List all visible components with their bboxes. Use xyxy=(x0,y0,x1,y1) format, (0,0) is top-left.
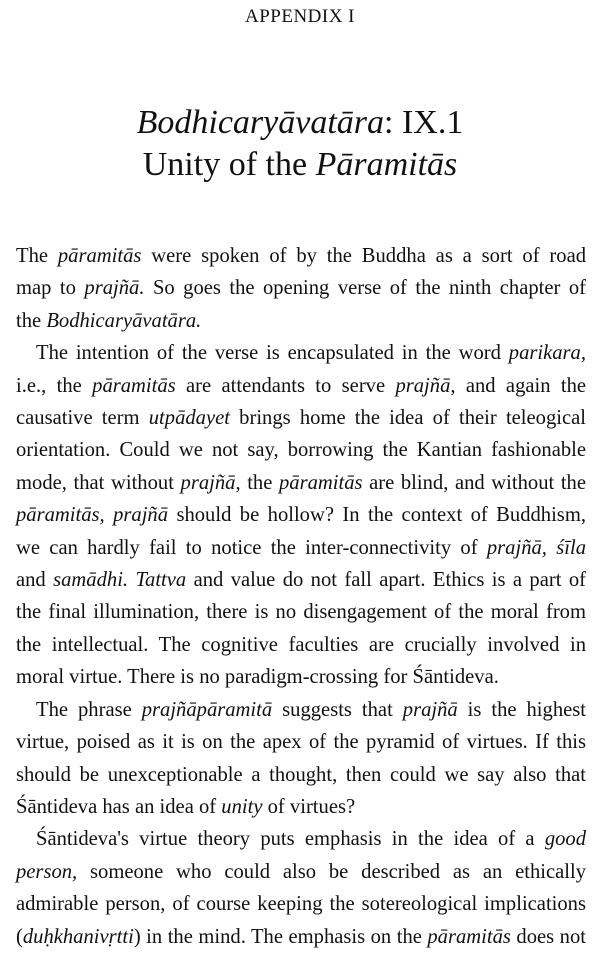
text-run: and xyxy=(16,569,54,592)
text-run: the final illumination, there is no disengagement of the moral from xyxy=(16,601,586,624)
italic-term: pāramitās xyxy=(92,374,176,397)
italic-term: pāramitās, prajñā xyxy=(16,504,169,527)
text-run: is the highest xyxy=(457,698,586,721)
text-line xyxy=(16,467,586,499)
text-run: virtue, poised as it is on the apex of the pyramid of virtues. If this xyxy=(16,731,586,754)
italic-term: pāramitās xyxy=(57,245,142,267)
text-line xyxy=(16,305,586,337)
text-line xyxy=(16,499,586,531)
italic-term: pāramitās xyxy=(427,925,511,948)
italic-term: good xyxy=(544,828,586,851)
subtitle-plain: Unity of the xyxy=(142,146,316,183)
italic-term: utpādayet xyxy=(148,407,230,430)
italic-term: parikara, xyxy=(508,342,586,365)
italic-term: prajñā. xyxy=(84,277,145,300)
text-run: moral virtue. There is no paradigm-crossing for Śāntideva. xyxy=(16,666,499,689)
text-run: Śāntideva's virtue theory puts emphasis in the idea of a xyxy=(36,828,545,851)
text-run: and again the xyxy=(455,374,587,397)
text-line xyxy=(16,337,586,369)
text-run: ) in the mind. The emphasis on the xyxy=(133,925,428,948)
text-line xyxy=(16,564,586,596)
text-line xyxy=(16,791,586,823)
text-run: ( xyxy=(16,925,23,948)
text-run: are attendants to serve xyxy=(175,374,396,397)
text-run: of virtues? xyxy=(262,795,356,818)
italic-term: unity xyxy=(221,795,263,818)
running-head: APPENDIX I xyxy=(244,6,356,27)
italic-term: samādhi. Tattva xyxy=(53,569,187,592)
text-run: Śāntideva has an idea of xyxy=(16,795,222,818)
text-run: should be hollow? In the context of Buddhism, xyxy=(168,504,586,527)
verse-reference: : IX.1 xyxy=(384,104,464,141)
text-run: and value do not fall apart. Ethics is a part of xyxy=(186,569,586,592)
text-line xyxy=(16,629,586,661)
text-line xyxy=(16,240,586,272)
italic-term: Bodhicaryāvatāra. xyxy=(46,309,202,332)
italic-term: prajñā, śīla xyxy=(486,536,586,559)
text-run: admirable person, of course keeping the sotereological implications xyxy=(16,893,586,916)
paragraph-4 xyxy=(16,823,586,953)
italic-term: person, xyxy=(16,860,78,883)
text-run: the xyxy=(240,471,279,494)
text-line xyxy=(16,726,586,758)
text-line xyxy=(16,856,586,888)
text-run: The xyxy=(16,245,58,267)
text-line xyxy=(16,921,586,953)
text-run: the intellectual. The cognitive faculties are crucially involved in xyxy=(16,633,586,656)
text-line xyxy=(16,694,586,726)
text-run: someone who could also be described as an ethically xyxy=(77,860,586,883)
text-line xyxy=(16,888,586,920)
text-run: brings home the idea of their teleogical xyxy=(229,407,586,430)
text-run: mode, that without xyxy=(16,471,181,494)
text-line xyxy=(16,402,586,434)
text-line xyxy=(16,434,586,466)
text-run: orientation. Could we not say, borrowing the Kantian fashionable xyxy=(16,439,586,462)
italic-term: pāramitās xyxy=(278,471,363,494)
text-line xyxy=(16,532,586,564)
chapter-title xyxy=(0,102,600,186)
text-run: we can hardly fail to notice the inter-connectivity of xyxy=(16,536,487,559)
italic-term: duḥkhanivṛtti xyxy=(22,925,134,948)
text-line xyxy=(16,370,586,402)
chapter-title-line-2 xyxy=(0,144,600,186)
text-run: So goes the opening verse of the ninth chapter of xyxy=(144,277,586,300)
text-run: are blind, and without the xyxy=(362,471,586,494)
italic-term: prajñā, xyxy=(180,471,241,494)
chapter-title-line-1 xyxy=(0,102,600,144)
text-run: i.e., the xyxy=(16,374,93,397)
text-line xyxy=(16,759,586,791)
text-line xyxy=(16,823,586,855)
text-run: causative term xyxy=(16,407,149,430)
text-line xyxy=(16,661,586,693)
text-run: map to xyxy=(16,277,85,300)
text-line xyxy=(16,272,586,304)
text-run: should be unexceptionable a thought, then could we say also that xyxy=(16,763,586,786)
subtitle-italic: Pāramitās xyxy=(315,146,458,183)
text-line xyxy=(16,596,586,628)
italic-term: prajñā xyxy=(402,698,458,721)
text-run: suggests that xyxy=(272,698,403,721)
italic-term: prajñā, xyxy=(395,374,456,397)
italic-term: prajñāpāramitā xyxy=(141,698,273,721)
text-run: The phrase xyxy=(36,698,142,721)
body-text xyxy=(16,240,586,953)
text-run: The intention of the verse is encapsulated in the word xyxy=(36,342,509,365)
text-run: the xyxy=(16,309,47,332)
paragraph-1 xyxy=(16,240,586,337)
work-title: Bodhicaryāvatāra xyxy=(136,104,385,141)
paragraph-3 xyxy=(16,694,586,824)
paragraph-2 xyxy=(16,337,586,693)
text-run: does not xyxy=(510,925,586,948)
text-run: were spoken of by the Buddha as a sort of road xyxy=(141,245,587,267)
